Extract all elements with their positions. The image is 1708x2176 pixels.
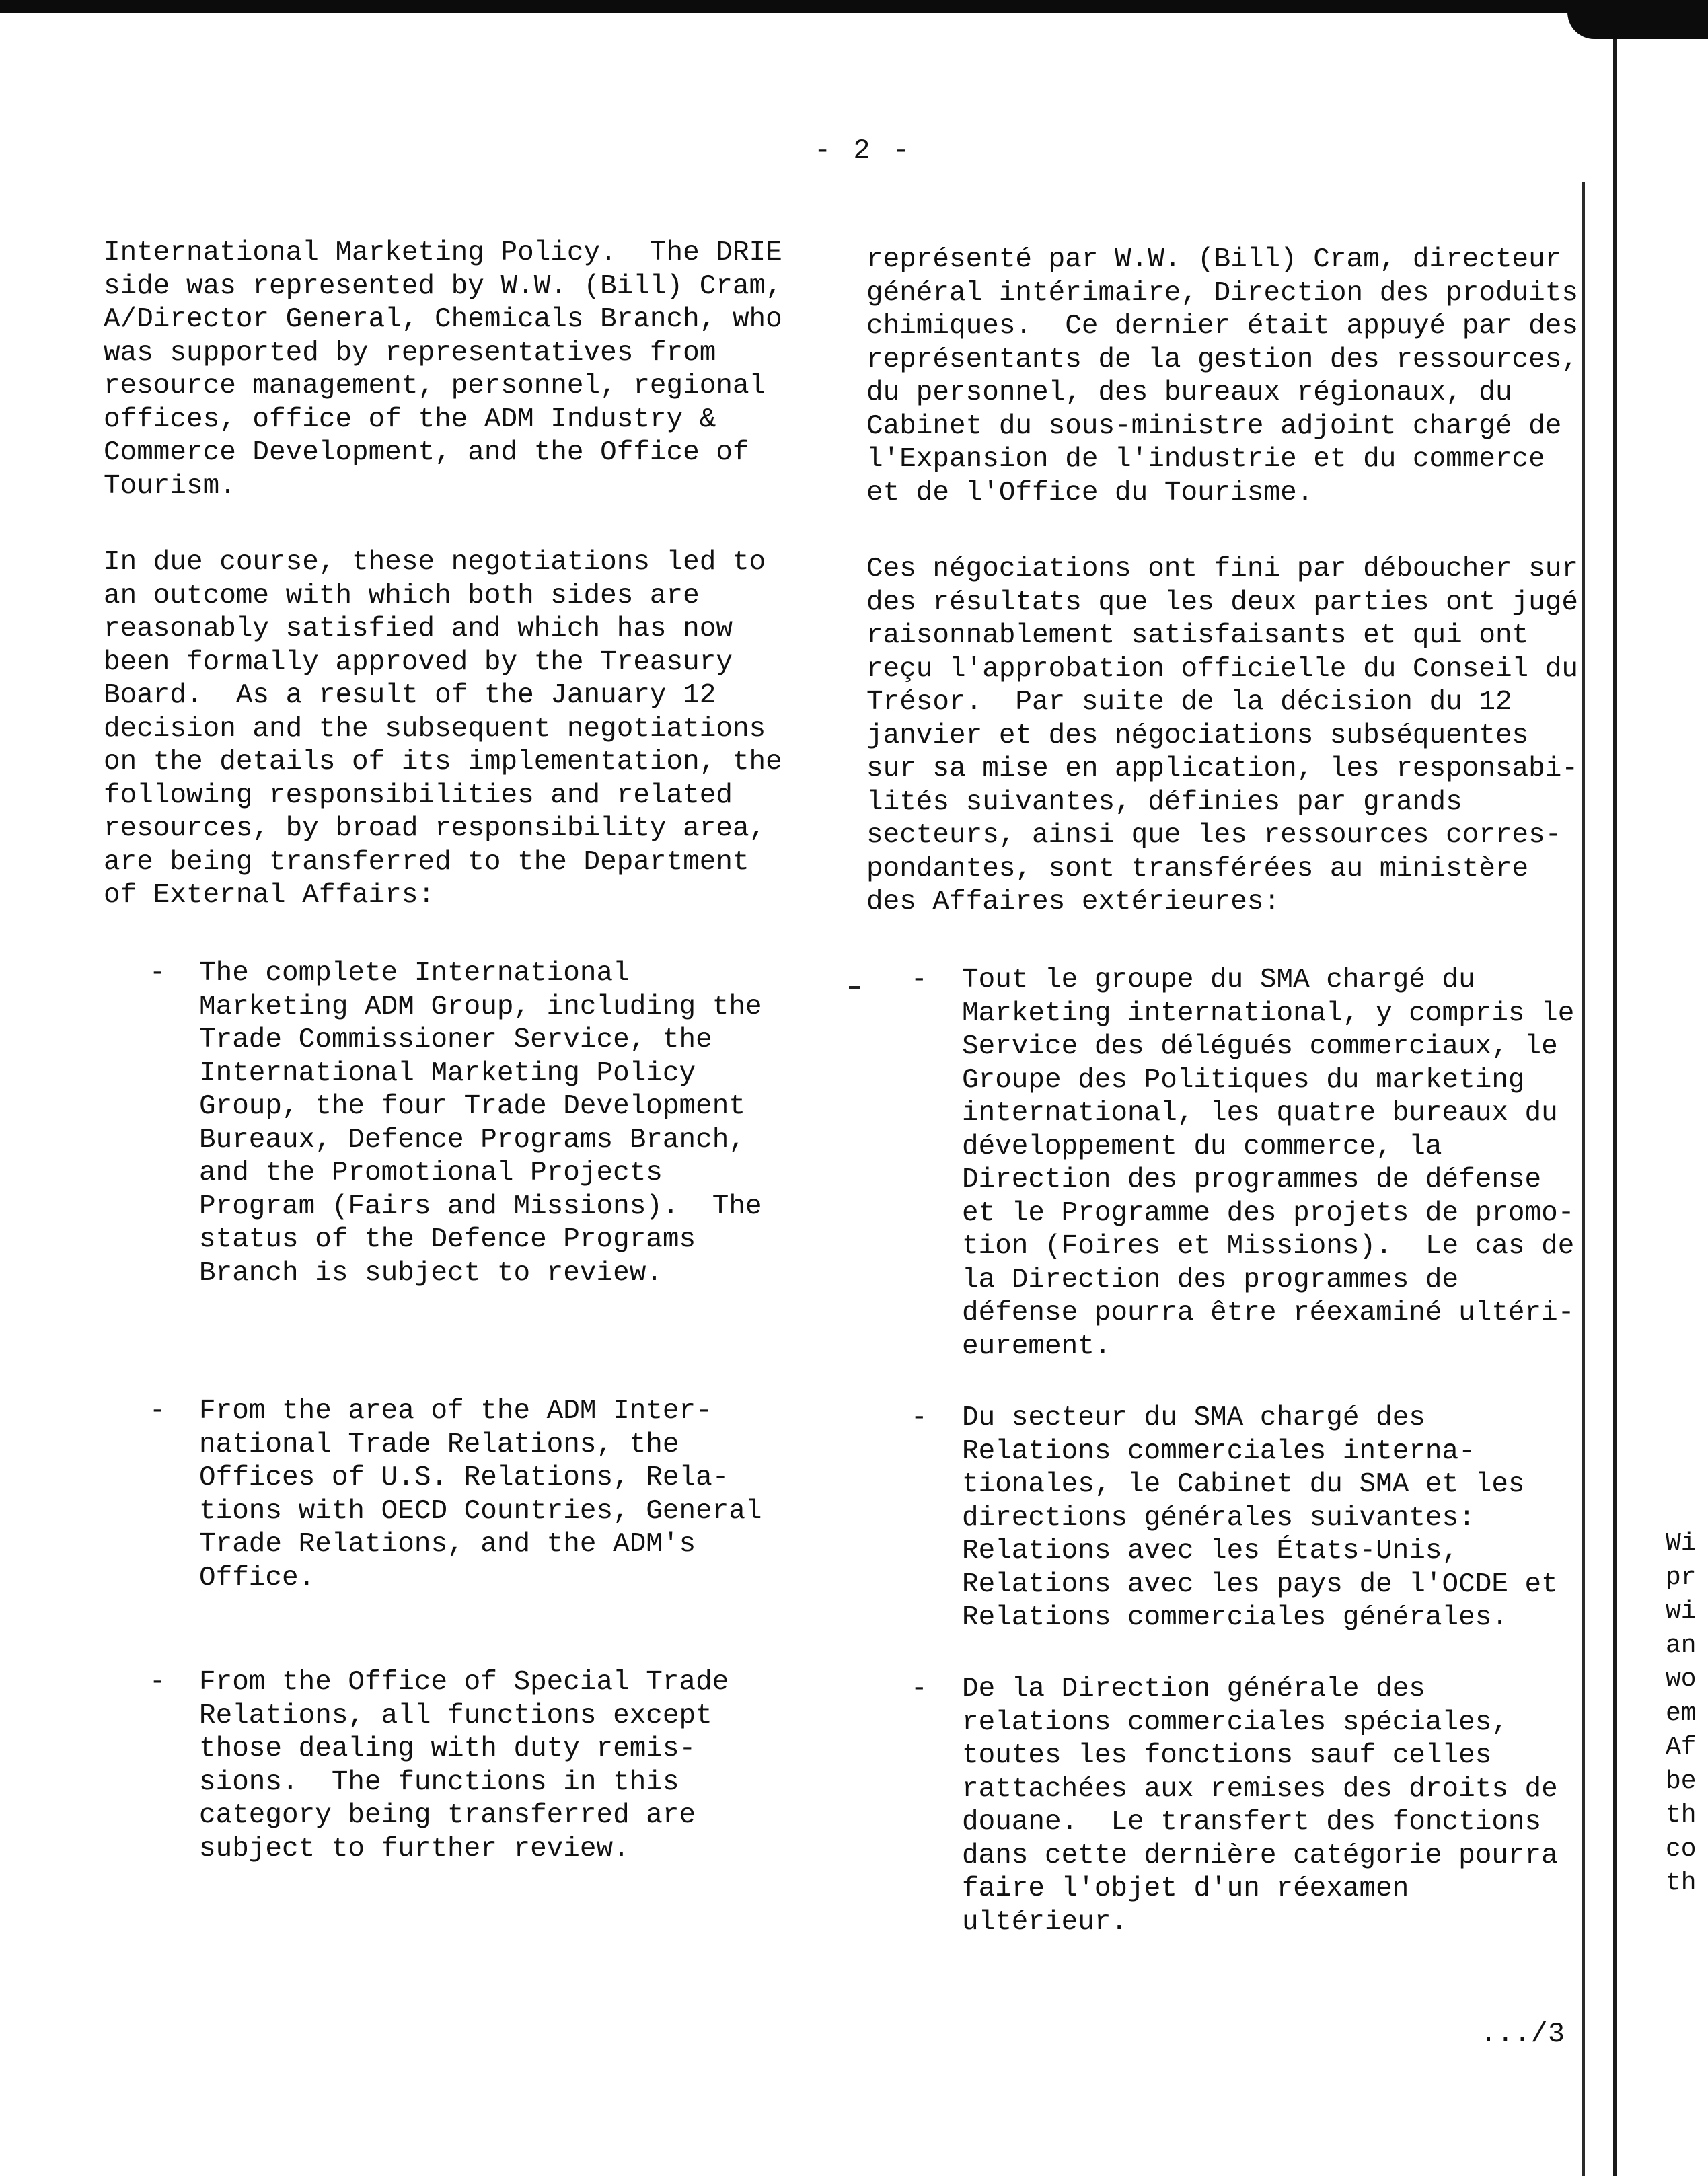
french-bullet-1: Tout le groupe du SMA chargé du Marketing international, y compris le Service des délégués commerciaux, le Groupe des Politiques du marketing international, les quatre bureaux du développement du commerce, la Direction des programmes de défense et le Programme des projets de promo- tion (Foires et Missions). Le cas de la Direction des programmes de défense pourra être réexaminé ultéri- eurement. xyxy=(962,965,1575,1362)
english-bullet-2: From the area of the ADM Inter- national Trade Relations, the Offices of U.S. Relations, Rela- tions with OECD Countries, General Trade Relations, and the ADM's Office. xyxy=(199,1396,762,1593)
english-bullet-dash-2: - xyxy=(149,1396,166,1427)
english-paragraph-2: In due course, these negotiations led to an outcome with which both sides are reasonably satisfied and which has now been formally approved by the Treasury Board. As a result of the January 12 decision and the subsequent negotiations on the details of its implementation, the following responsibilities and related resources, by broad responsibility area, are being transferred to the Department of External Affairs: xyxy=(104,547,782,911)
french-paragraph-2: Ces négociations ont fini par déboucher sur des résultats que les deux parties ont jugé raisonnablement satisfaisants et qui ont reçu l'approbation officielle du Conseil du Trésor. Par suite de la décision du 12 janvier et des négociations subséquentes sur sa mise en application, les responsabi- lités suivantes, définies par grands secteurs, ainsi que les ressources corres- pondantes, sont transférées au ministère des Affaires extérieures: xyxy=(866,554,1578,917)
french-bullet-2: Du secteur du SMA chargé des Relations commerciales interna- tionales, le Cabinet du SMA et les directions générales suivantes: Relations avec les États-Unis, Relations avec les pays de l'OCDE et Relations commerciales générales. xyxy=(962,1402,1558,1633)
scan-speck xyxy=(849,986,860,989)
page-number: - 2 - xyxy=(814,135,913,167)
french-paragraph-1: représenté par W.W. (Bill) Cram, directeur général intérimaire, Direction des produits chimiques. Ce dernier était appuyé par des représentants de la gestion des ressources, du personnel, des bureaux régionaux, du Cabinet du sous-ministre adjoint chargé de l'Expansion de l'industrie et du commerce et de l'Office du Tourisme. xyxy=(866,244,1578,509)
adjacent-page-fragment: Wi pr wi an wo em Af be th co th xyxy=(1666,1529,1697,1898)
french-bullet-dash-1: - xyxy=(911,965,928,996)
english-bullet-3: From the Office of Special Trade Relations, all functions except those dealing with duty remis- sions. The functions in this category being transferred are subject to further review. xyxy=(199,1667,729,1865)
french-bullet-dash-3: - xyxy=(911,1674,928,1704)
english-bullet-dash-1: - xyxy=(149,958,166,989)
page-fold-line xyxy=(1613,39,1617,2176)
page-margin-line xyxy=(1582,182,1585,2176)
english-paragraph-1: International Marketing Policy. The DRIE side was represented by W.W. (Bill) Cram, A/Director General, Chemicals Branch, who was supported by representatives from resource management, personnel, regional offices, office of the ADM Industry & Commerce Development, and the Office of Tourism. xyxy=(104,237,782,502)
continuation-marker: .../3 xyxy=(1480,2018,1565,2050)
french-bullet-dash-2: - xyxy=(911,1402,928,1433)
french-bullet-3: De la Direction générale des relations commerciales spéciales, toutes les fonctions sauf celles rattachées aux remises des droits de douane. Le transfert des fonctions dans cette dernière catégorie pourra faire l'objet d'un réexamen ultérieur. xyxy=(962,1674,1558,1938)
english-bullet-dash-3: - xyxy=(149,1667,166,1698)
english-bullet-1: The complete International Marketing ADM Group, including the Trade Commissioner Service, the International Marketing Policy Group, the four Trade Development Bureaux, Defence Programs Branch, and the Promotional Projects Program (Fairs and Missions). The status of the Defence Programs Branch is subject to review. xyxy=(199,958,762,1289)
scan-top-edge xyxy=(0,0,1708,13)
scan-corner-shadow xyxy=(1567,0,1708,39)
